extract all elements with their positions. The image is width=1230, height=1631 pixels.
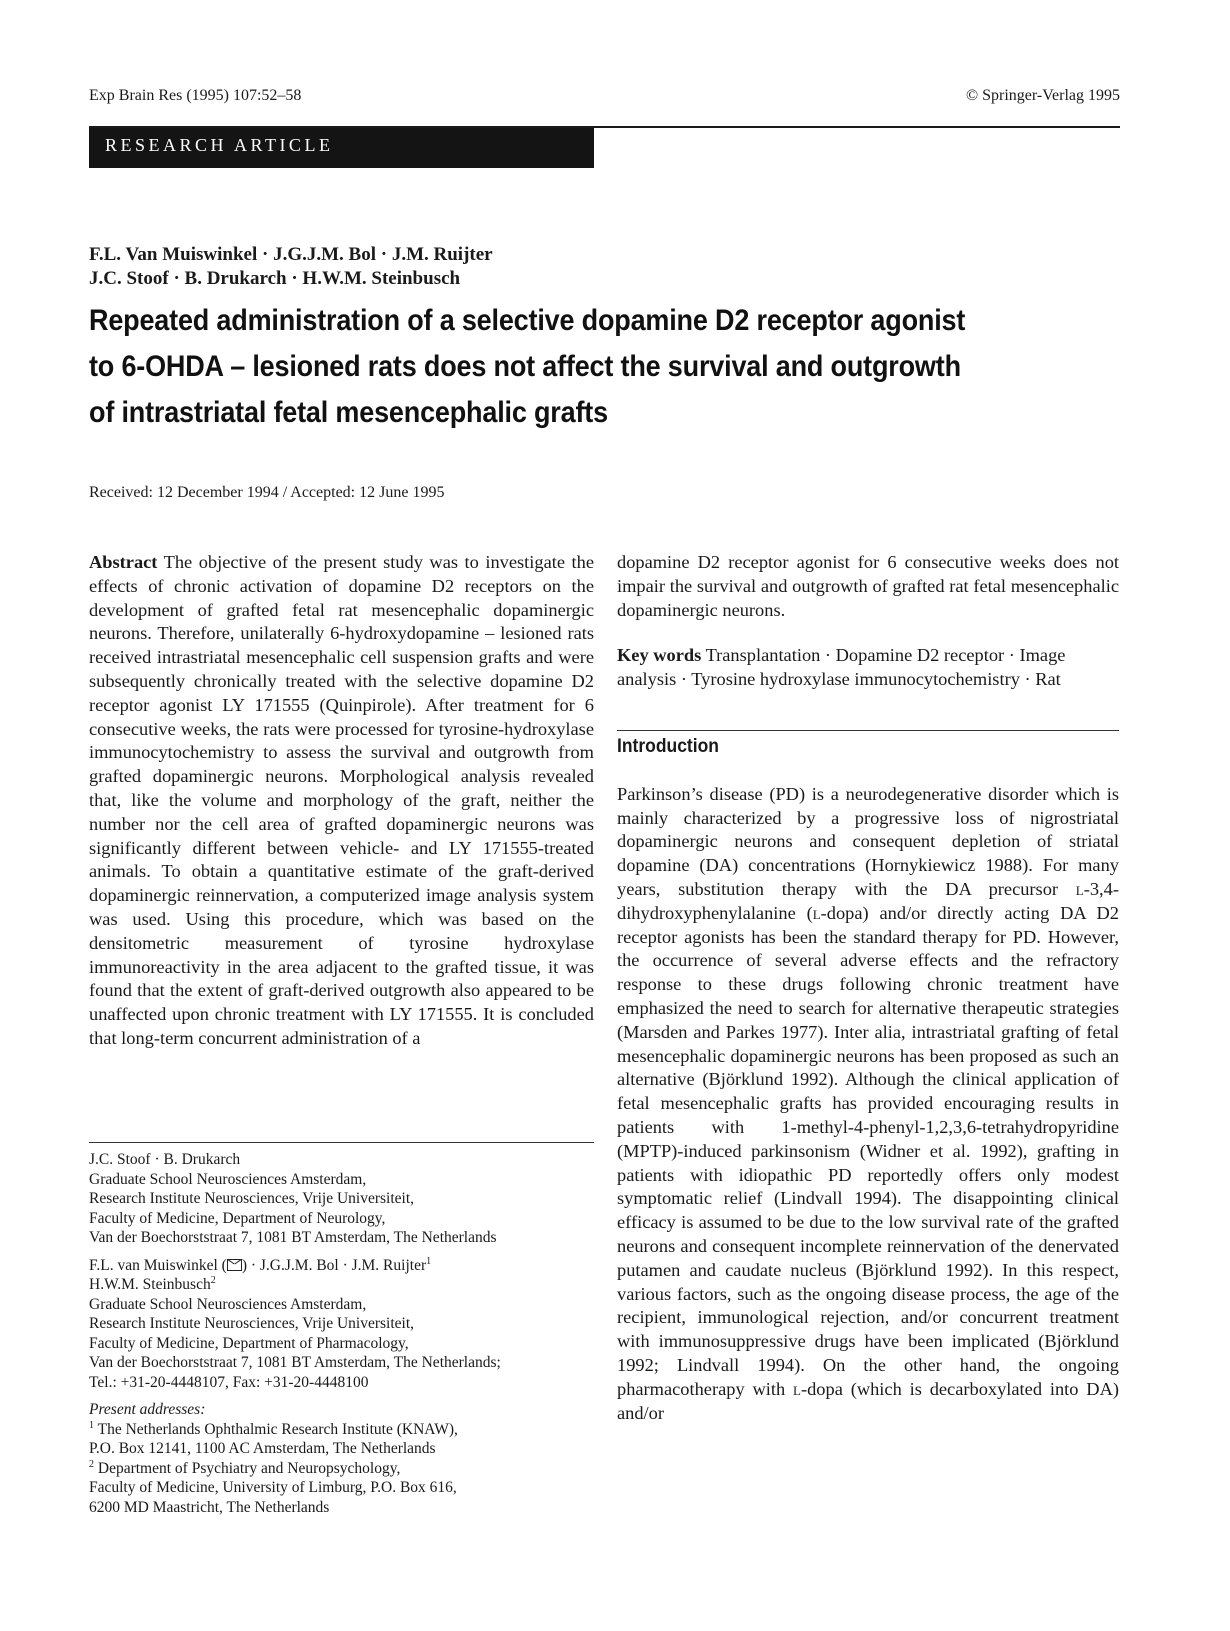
affiliation-block-1: [89, 1150, 594, 1248]
title-line-2: to 6-OHDA – lesioned rats does not affect the survival and outgrowth: [89, 350, 961, 383]
author-line-2: J.C. Stoof · B. Drukarch · H.W.M. Steinbusch: [89, 268, 461, 289]
abstract-continuation: dopamine D2 receptor agonist for 6 consecutive weeks does not impair the survival and outgrowth of grafted rat fetal mesencephalic dopaminergic neurons.: [617, 552, 1119, 620]
keywords-label: Key words: [617, 645, 702, 666]
affiliation-line: Tel.: +31-20-4448107, Fax: +31-20-4448100: [89, 1373, 369, 1391]
abstract-text: The objective of the present study was to investigate the effects of chronic activation of dopamine D2 receptors on the development of grafted fetal rat mesencephalic dopaminergic neurons. Therefore, unilaterally 6-hydroxydopamine – lesioned rats received intrastriatal mesencephalic cell suspension grafts and were subsequently chronically treated with the selective dopamine D2 receptor agonist LY 171555 (Quinpirole). After treatment for 6 consecutive weeks, the rats were processed for tyrosine-hydroxylase immunocytochemistry to assess the survival and outgrowth from grafted dopaminergic neurons. Morphological analysis revealed that, like the volume and morphology of the graft, neither the number nor the cell area of grafted dopaminergic neurons was significantly different between vehicle- and LY 171555-treated animals. To obtain a quantitative estimate of the graft-derived dopaminergic reinnervation, a computerized image analysis system was used. Using this procedure, which was based on the densitometric measurement of tyrosine hydroxylase immunoreactivity in the area adjacent to the grafted tissue, it was found that the extent of graft-derived outgrowth also appeared to be unaffected upon chronic treatment with LY 171555. It is concluded that long-term concurrent administration of a: [89, 552, 594, 1048]
footnote-mark: 1: [426, 1255, 432, 1267]
received-dates: Received: 12 December 1994 / Accepted: 12 June 1995: [89, 484, 445, 501]
present-addresses-label: Present addresses:: [89, 1401, 206, 1418]
small-caps-l: l: [793, 1378, 801, 1399]
article-title: [89, 298, 1025, 436]
small-caps-l: l: [1075, 878, 1084, 899]
affiliations: [89, 1150, 594, 1525]
keywords: [617, 644, 1119, 692]
present-address-1: [89, 1420, 594, 1440]
abstract-label: Abstract: [89, 552, 158, 572]
intro-text: -dopa) and/or directly acting DA D2 receptor agonists has been the standard therapy for PD. However, the occurrence of several adverse effects and the refractory response to these drugs following chronic treatment have emphasized the need to search for alternative therapeutic strategies (Marsden and Parkes 1977). Inter alia, intrastriatal grafting of fetal mesencephalic dopaminergic neurons has been proposed as such an alternative (Björklund 1992). Although the clinical application of fetal mesencephalic grafts has provided encouraging results in patients with 1-methyl-4-phenyl-1,2,3,6-tetrahydropyridine (MPTP)-induced parkinsonism (Widner et al. 1992), grafting in patients with idiopathic PD reportedly offers only modest symptomatic relief (Lindvall 1994). The disappointing clinical efficacy is assumed to be due to the low survival rate of the grafted neurons and consequent incomplete reinnervation of the denervated putamen and caudate nucleus (Björklund 1992). In this respect, various factors, such as the ongoing disease process, the age of the recipient, immunological rejection, and/or concurrent treatment with immunosuppressive drugs have been implicated (Björklund 1992; Lindvall 1994). On the other hand, the ongoing pharmacotherapy with: [617, 902, 1119, 1399]
affiliation-line: Graduate School Neurosciences Amsterdam,: [89, 1170, 367, 1188]
affiliation-line: Faculty of Medicine, Department of Pharmacology,: [89, 1334, 409, 1352]
introduction-rule: [617, 730, 1119, 731]
introduction-body: [617, 783, 1119, 1426]
affiliation-block-2: [89, 1256, 594, 1393]
affiliation-rule: [89, 1142, 594, 1143]
author-name-c: H.W.M. Steinbusch: [89, 1276, 211, 1293]
affiliation-line: Faculty of Medicine, Department of Neurology,: [89, 1209, 386, 1227]
copyright-notice: © Springer-Verlag 1995: [965, 87, 1120, 104]
author-line-1: F.L. Van Muiswinkel · J.G.J.M. Bol · J.M. Ruijter: [89, 244, 493, 265]
footnote-mark: 2: [89, 1458, 94, 1470]
author-name-a: F.L. van Muiswinkel (: [89, 1256, 227, 1274]
section-label: RESEARCH ARTICLE: [105, 135, 334, 155]
affiliation-line: J.C. Stoof · B. Drukarch: [89, 1151, 241, 1168]
affiliation-line: Van der Boechorststraat 7, 1081 BT Amsterdam, The Netherlands;: [89, 1354, 501, 1371]
affiliation-line: Van der Boechorststraat 7, 1081 BT Amsterdam, The Netherlands: [89, 1229, 497, 1246]
author-name-b: ) · J.G.J.M. Bol · J.M. Ruijter: [241, 1256, 427, 1274]
present-addresses: [89, 1400, 594, 1517]
abstract: [89, 551, 594, 1051]
corresponding-author-line: [89, 1256, 594, 1276]
left-column: [89, 551, 594, 1051]
small-caps-l: l: [812, 902, 821, 923]
footnote-mark: 1: [89, 1419, 94, 1431]
footnote-mark: 2: [210, 1274, 216, 1286]
introduction-heading: Introduction: [617, 735, 719, 757]
intro-text: -3,4-dihydroxyphenylalanine (: [617, 878, 1119, 923]
author-list: [89, 243, 493, 291]
affiliation-line: Research Institute Neurosciences, Vrije Universiteit,: [89, 1190, 415, 1207]
present-address-line: 6200 MD Maastricht, The Netherlands: [89, 1498, 330, 1516]
present-address-text: The Netherlands Ophthalmic Research Institute (KNAW),: [94, 1420, 458, 1438]
present-address-2: [89, 1459, 594, 1479]
intro-text: -dopa (which is decarboxylated into DA) and/or: [617, 1378, 1119, 1423]
title-line-3: of intrastriatal fetal mesencephalic grafts: [89, 396, 608, 429]
affiliation-line: Graduate School Neurosciences Amsterdam,: [89, 1295, 367, 1313]
present-address-line: P.O. Box 12141, 1100 AC Amsterdam, The Netherlands: [89, 1440, 436, 1457]
author-steinbusch-line: [89, 1275, 594, 1295]
section-label-bar: [89, 128, 594, 168]
present-address-line: Faculty of Medicine, University of Limburg, P.O. Box 616,: [89, 1479, 457, 1496]
affiliation-line: Research Institute Neurosciences, Vrije Universiteit,: [89, 1315, 415, 1332]
envelope-icon: [227, 1259, 242, 1271]
keywords-text: Transplantation · Dopamine D2 receptor · Image analysis · Tyrosine hydroxylase immunocytochemistry · Rat: [617, 645, 1066, 690]
title-line-1: Repeated administration of a selective dopamine D2 receptor agonist: [89, 304, 966, 337]
right-column: [617, 551, 1119, 1425]
journal-citation: Exp Brain Res (1995) 107:52–58: [89, 87, 302, 104]
intro-text: Parkinson’s disease (PD) is a neurodegenerative disorder which is mainly characterized by a progressive loss of nigrostriatal dopaminergic neurons and consequent depletion of striatal dopamine (DA) concentrations (Hornykiewicz 1988). For many years, substitution therapy with the DA precursor: [617, 783, 1119, 899]
present-address-text: Department of Psychiatry and Neuropsychology,: [94, 1459, 401, 1477]
